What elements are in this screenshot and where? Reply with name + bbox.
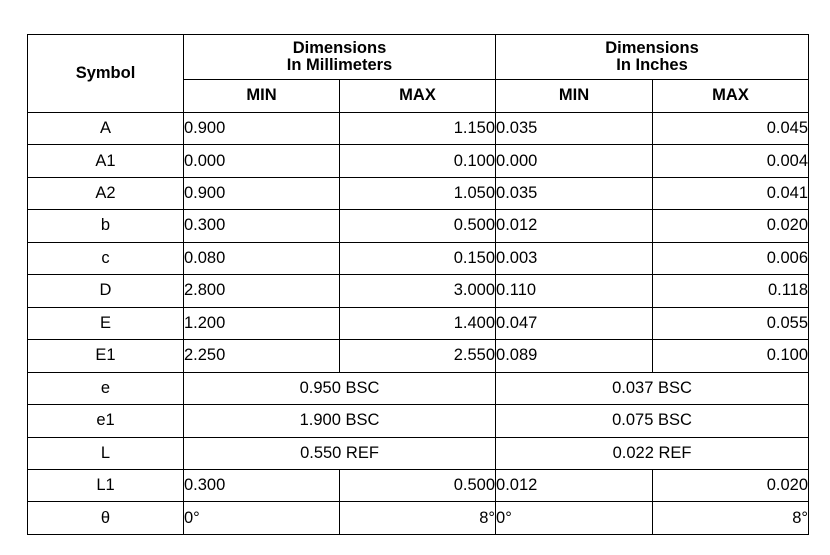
symbol-cell: A (28, 113, 184, 145)
in-min-cell: 0.089 (496, 340, 653, 372)
in-value-cell: 0.075 BSC (496, 405, 809, 437)
in-min-cell: 0.110 (496, 275, 653, 307)
mm-max-cell: 2.550 (340, 340, 496, 372)
symbol-cell: b (28, 210, 184, 242)
mm-max-cell: 0.500 (340, 210, 496, 242)
mm-max-cell: 0.500 (340, 469, 496, 501)
mm-max-cell: 0.100 (340, 145, 496, 177)
in-max-cell: 0.118 (653, 275, 809, 307)
mm-max-cell: 3.000 (340, 275, 496, 307)
symbol-cell: E (28, 307, 184, 339)
mm-value-cell: 0.950 BSC (184, 372, 496, 404)
table-row (28, 210, 809, 242)
in-min-header: MIN (496, 80, 653, 113)
table-row (28, 469, 809, 501)
in-max-cell: 0.006 (653, 242, 809, 274)
inches-header-line2: In Inches (616, 56, 688, 74)
mm-min-cell: 0.300 (184, 469, 340, 501)
symbol-cell: e1 (28, 405, 184, 437)
millimeters-group-header (184, 35, 496, 80)
in-max-cell: 0.045 (653, 113, 809, 145)
table-row (28, 340, 809, 372)
symbol-header: Symbol (28, 35, 184, 113)
inches-group-header (496, 35, 809, 80)
mm-max-header: MAX (340, 80, 496, 113)
symbol-cell: e (28, 372, 184, 404)
mm-min-cell: 0° (184, 502, 340, 535)
table-row (28, 502, 809, 535)
in-min-cell: 0.012 (496, 210, 653, 242)
in-min-cell: 0° (496, 502, 653, 535)
table-row (28, 242, 809, 274)
table-row (28, 113, 809, 145)
symbol-cell: c (28, 242, 184, 274)
in-min-cell: 0.012 (496, 469, 653, 501)
mm-max-cell: 0.150 (340, 242, 496, 274)
symbol-cell: E1 (28, 340, 184, 372)
in-max-cell: 0.100 (653, 340, 809, 372)
mm-min-cell: 2.800 (184, 275, 340, 307)
mm-max-cell: 1.150 (340, 113, 496, 145)
in-min-cell: 0.047 (496, 307, 653, 339)
in-max-cell: 8° (653, 502, 809, 535)
in-value-cell: 0.022 REF (496, 437, 809, 469)
in-max-header: MAX (653, 80, 809, 113)
mm-min-cell: 2.250 (184, 340, 340, 372)
symbol-cell: L (28, 437, 184, 469)
dimensions-table (27, 34, 809, 535)
in-min-cell: 0.035 (496, 177, 653, 209)
mm-max-cell: 8° (340, 502, 496, 535)
mm-min-cell: 0.300 (184, 210, 340, 242)
mm-min-cell: 1.200 (184, 307, 340, 339)
in-max-cell: 0.004 (653, 145, 809, 177)
table-row (28, 405, 809, 437)
in-min-cell: 0.035 (496, 113, 653, 145)
in-max-cell: 0.020 (653, 210, 809, 242)
millimeters-header-line1: Dimensions (292, 38, 387, 57)
table-row (28, 177, 809, 209)
mm-min-cell: 0.000 (184, 145, 340, 177)
table-row (28, 372, 809, 404)
table-row (28, 437, 809, 469)
mm-value-cell: 1.900 BSC (184, 405, 496, 437)
millimeters-header-line2: In Millimeters (286, 56, 393, 74)
in-max-cell: 0.041 (653, 177, 809, 209)
in-max-cell: 0.055 (653, 307, 809, 339)
mm-min-cell: 0.080 (184, 242, 340, 274)
in-max-cell: 0.020 (653, 469, 809, 501)
in-value-cell: 0.037 BSC (496, 372, 809, 404)
mm-max-cell: 1.400 (340, 307, 496, 339)
mm-value-cell: 0.550 REF (184, 437, 496, 469)
mm-min-header: MIN (184, 80, 340, 113)
symbol-cell: L1 (28, 469, 184, 501)
in-min-cell: 0.000 (496, 145, 653, 177)
in-min-cell: 0.003 (496, 242, 653, 274)
table-row (28, 275, 809, 307)
symbol-cell: θ (28, 502, 184, 535)
mm-min-cell: 0.900 (184, 177, 340, 209)
symbol-cell: D (28, 275, 184, 307)
symbol-cell: A2 (28, 177, 184, 209)
table-row (28, 307, 809, 339)
inches-header-line1: Dimensions (605, 38, 699, 57)
mm-min-cell: 0.900 (184, 113, 340, 145)
table-row (28, 145, 809, 177)
mm-max-cell: 1.050 (340, 177, 496, 209)
symbol-cell: A1 (28, 145, 184, 177)
